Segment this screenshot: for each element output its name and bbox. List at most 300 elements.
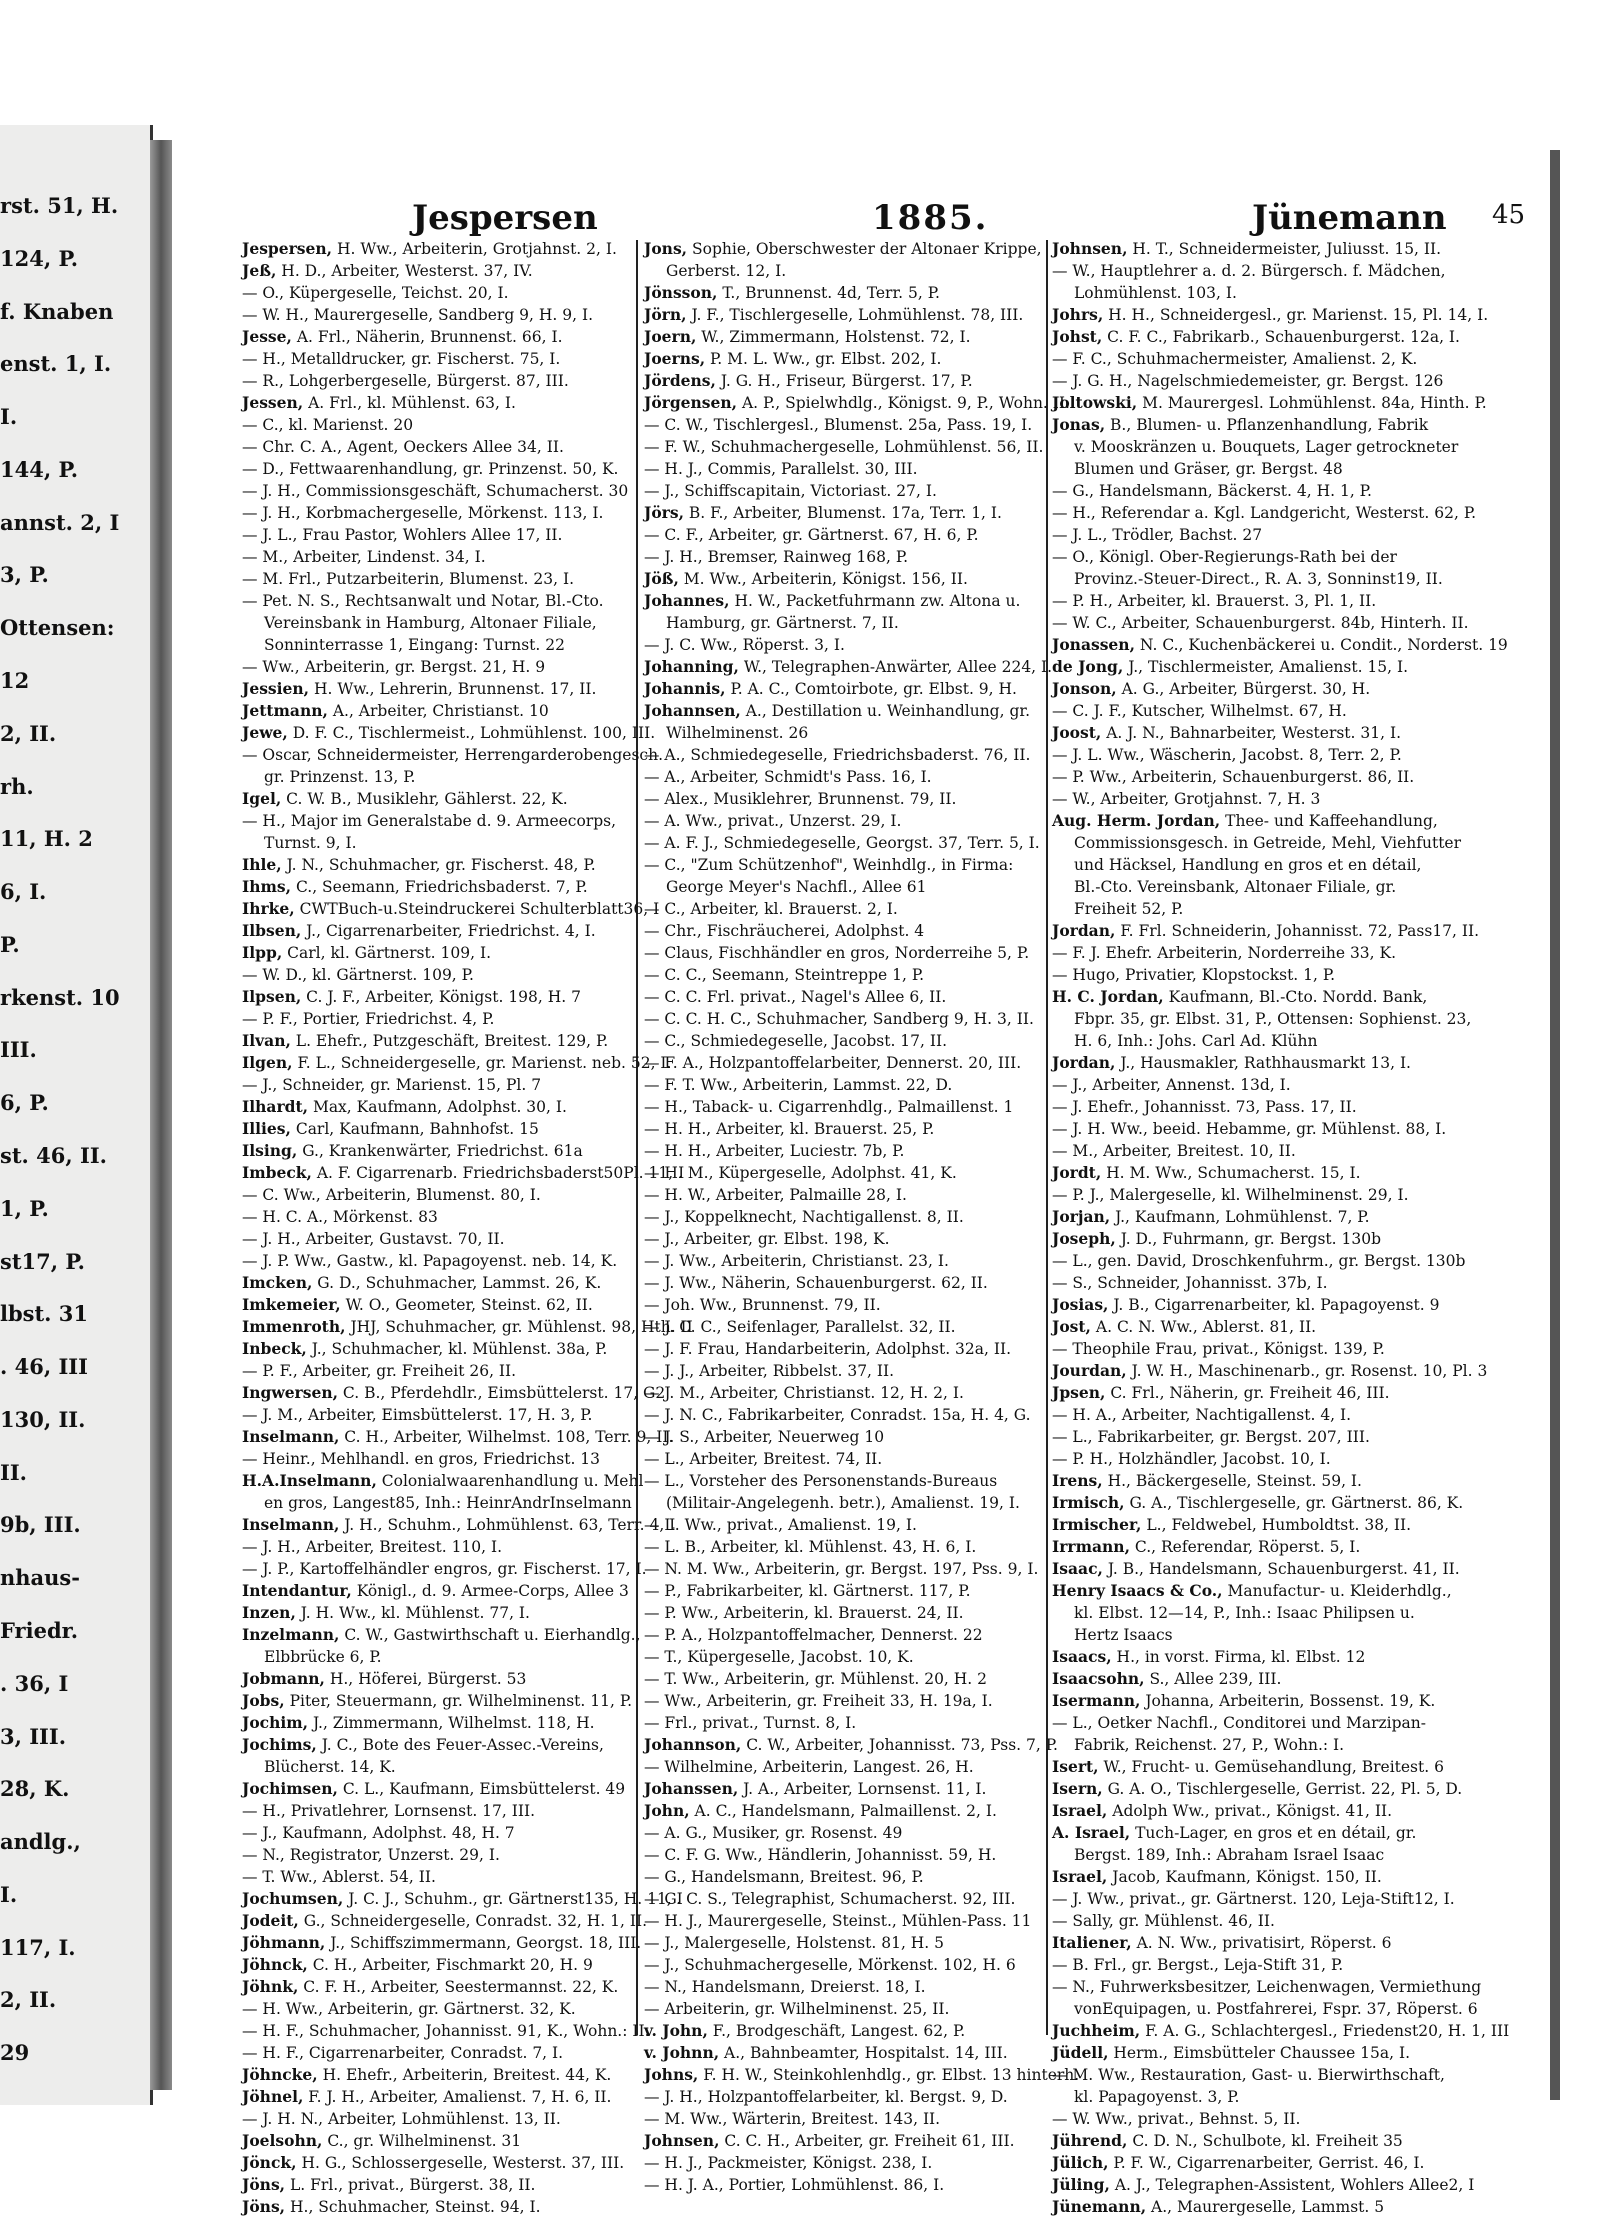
entry-details: C. W. B., Musiklehr, Gählerst. 22, K.: [281, 790, 568, 808]
directory-entry: [242, 986, 632, 1008]
entry-details: H., Bäckergeselle, Steinst. 59, I.: [1102, 1472, 1362, 1490]
directory-entry: [644, 854, 1042, 876]
directory-entry: [1052, 1008, 1472, 1030]
directory-entry: [242, 1206, 632, 1228]
directory-entry: [242, 700, 632, 722]
directory-entry: [1052, 2042, 1462, 2064]
entry-surname: Jöß,: [644, 569, 679, 588]
directory-entry: [1052, 1514, 1462, 1536]
entry-details: — J. Ww., Arbeiterin, Christianst. 23, I.: [644, 1252, 949, 1270]
entry-surname: Immenroth,: [242, 1317, 346, 1336]
directory-entry: [644, 1338, 1042, 1360]
entry-details: — H. Ww., Arbeiterin, gr. Gärtnerst. 32, K.: [242, 2000, 576, 2018]
directory-entry: [242, 1954, 632, 1976]
directory-entry: [644, 370, 1042, 392]
entry-surname: Jpsen,: [1052, 1383, 1106, 1402]
directory-entry: [1052, 436, 1462, 458]
left-page-fragment: . 46, III: [0, 1354, 88, 1380]
entry-surname: Joelsohn,: [242, 2131, 323, 2150]
directory-entry: [644, 1074, 1042, 1096]
entry-details: W. O., Geometer, Steinst. 62, II.: [340, 1296, 593, 1314]
entry-surname: H.A.Inselmann,: [242, 1471, 377, 1490]
entry-surname: Irens,: [1052, 1471, 1103, 1490]
directory-entry: [1052, 1360, 1488, 1382]
directory-entry: [644, 744, 1042, 766]
left-page-fragment: st. 46, II.: [0, 1143, 107, 1168]
entry-details: Adolph Ww., privat., Königst. 41, II.: [1107, 1802, 1393, 1820]
entry-details: — M., Arbeiter, Breitest. 10, II.: [1052, 1142, 1296, 1160]
directory-entry: [242, 282, 632, 304]
entry-details: T., Brunnenst. 4d, Terr. 5, P.: [717, 284, 940, 302]
directory-entry: [644, 1426, 1042, 1448]
entry-details: — J. H., Arbeiter, Breitest. 110, I.: [242, 1538, 503, 1556]
entry-details: — H. F., Cigarrenarbeiter, Conradst. 7, I.: [242, 2044, 564, 2062]
directory-entry: [1052, 1294, 1462, 1316]
directory-entry: [1052, 1756, 1462, 1778]
directory-entry: [242, 1074, 632, 1096]
entry-details: J. B., Handelsmann, Schauenburgerst. 41, II.: [1102, 1560, 1460, 1578]
entry-surname: Jochumsen,: [242, 1889, 344, 1908]
entry-surname: Jüling,: [1052, 2175, 1110, 2194]
directory-entry: [644, 1756, 1042, 1778]
entry-details: A. P., Spielwhdlg., Königst. 9, P., Wohn. II.: [737, 394, 1070, 412]
entry-surname: Jonson,: [1052, 679, 1117, 698]
entry-details: — J., Arbeiter, Annenst. 13d, I.: [1052, 1076, 1291, 1094]
directory-entry: [1052, 524, 1462, 546]
directory-entry: [644, 634, 1042, 656]
entry-details: — J. N. C., Fabrikarbeiter, Conradst. 15a, H. 4, G.: [644, 1406, 1031, 1424]
entry-surname: Irmischer,: [1052, 1515, 1142, 1534]
entry-surname: Joern,: [644, 327, 697, 346]
entry-surname: H. C. Jordan,: [1052, 987, 1164, 1006]
entry-surname: Jespersen,: [242, 239, 333, 258]
entry-details: Manufactur- u. Kleiderhdlg.,: [1222, 1582, 1452, 1600]
entry-details: Jacob, Kaufmann, Königst. 150, II.: [1107, 1868, 1382, 1886]
entry-surname: Ilpp,: [242, 943, 283, 962]
directory-entry: [242, 1712, 632, 1734]
entry-surname: Jöhnck,: [242, 1955, 308, 1974]
entry-details: Hertz Isaacs: [1074, 1626, 1173, 1644]
entry-details: — C. F. G. Ww., Händlerin, Johannisst. 59, H.: [644, 1846, 997, 1864]
entry-details: D. F. C., Tischlermeist., Lohmühlenst. 100, III.: [287, 724, 656, 742]
entry-surname: Ilsing,: [242, 1141, 298, 1160]
directory-entry: [242, 1162, 685, 1184]
directory-entry: [1052, 480, 1462, 502]
header-left-word: Jespersen: [412, 198, 598, 238]
directory-entry: [1052, 1932, 1462, 1954]
directory-entry: [644, 1382, 1042, 1404]
entry-details: — T. Ww., Arbeiterin, gr. Mühlenst. 20, H. 2: [644, 1670, 988, 1688]
entry-details: F. L., Schneidergeselle, gr. Marienst. neb. 52, I.: [292, 1054, 672, 1072]
left-page-fragment: 124, P.: [0, 245, 79, 271]
entry-details: und Häcksel, Handlung en gros et en détail,: [1074, 856, 1422, 874]
entry-details: Sophie, Oberschwester der Altonaer Krippe,: [687, 240, 1042, 258]
directory-entry: [242, 1558, 647, 1580]
entry-surname: Ihms,: [242, 877, 292, 896]
entry-surname: Israel,: [1052, 1801, 1108, 1820]
directory-entry: [644, 832, 1042, 854]
entry-details: — H., Referendar a. Kgl. Landgericht, Westerst. 62, P.: [1052, 504, 1477, 522]
entry-details: C. J. F., Arbeiter, Königst. 198, H. 7: [301, 988, 581, 1006]
entry-surname: Isaacs,: [1052, 1647, 1112, 1666]
entry-details: C. H., Arbeiter, Fischmarkt 20, H. 9: [307, 1956, 593, 1974]
entry-surname: Inbeck,: [242, 1339, 307, 1358]
entry-details: A. J. N., Bahnarbeiter, Westerst. 31, I.: [1101, 724, 1402, 742]
entry-details: — C. W., Tischlergesl., Blumenst. 25a, Pass. 19, I.: [644, 416, 1033, 434]
entry-details: — N., Fuhrwerksbesitzer, Leichenwagen, Vermiethung: [1052, 1978, 1482, 1996]
entry-details: M. Ww., Arbeiterin, Königst. 156, II.: [678, 570, 968, 588]
entry-details: — J. C. C., Seifenlager, Parallelst. 32, II.: [644, 1318, 956, 1336]
entry-details: L. Frl., privat., Bürgerst. 38, II.: [285, 2176, 536, 2194]
directory-entry: [242, 634, 632, 656]
entry-surname: Jönsson,: [644, 283, 718, 302]
directory-entry: [644, 1778, 1042, 1800]
entry-details: Blumen und Gräser, gr. Bergst. 48: [1074, 460, 1343, 478]
entry-surname: Inzen,: [242, 1603, 296, 1622]
left-page-fragment: 2, II.: [0, 1987, 57, 2013]
entry-surname: Imkemeier,: [242, 1295, 341, 1314]
directory-entry: [1052, 920, 1480, 942]
directory-entry: [1052, 1206, 1462, 1228]
entry-details: — Alex., Musiklehrer, Brunnenst. 79, II.: [644, 790, 957, 808]
entry-details: Blücherst. 14, K.: [264, 1758, 396, 1776]
entry-details: H. W., Packetfuhrmann zw. Altona u.: [729, 592, 1021, 610]
entry-details: C., Seemann, Friedrichsbaderst. 7, P.: [291, 878, 588, 896]
entry-details: Johanna, Arbeiterin, Bossenst. 19, K.: [1140, 1692, 1436, 1710]
entry-details: — A., Arbeiter, Schmidt's Pass. 16, I.: [644, 768, 932, 786]
entry-details: — J. L., Frau Pastor, Wohlers Allee 17, II.: [242, 526, 563, 544]
entry-details: H., Höferei, Bürgerst. 53: [324, 1670, 527, 1688]
entry-details: W., Zimmermann, Holstenst. 72, I.: [696, 328, 971, 346]
entry-surname: Jewe,: [242, 723, 288, 742]
entry-details: H., in vorst. Firma, kl. Elbst. 12: [1111, 1648, 1366, 1666]
directory-entry: [644, 2108, 1042, 2130]
directory-entry: [644, 1316, 1042, 1338]
entry-details: — C. F., Arbeiter, gr. Gärtnerst. 67, H. 6, P.: [644, 526, 979, 544]
left-page-fragment: 9b, III.: [0, 1512, 81, 1538]
entry-surname: Jöns,: [242, 2175, 286, 2194]
entry-surname: Jochimsen,: [242, 1779, 338, 1798]
directory-entry: [644, 1360, 1042, 1382]
entry-details: S., Allee 239, III.: [1144, 1670, 1282, 1688]
entry-surname: Inselmann,: [242, 1427, 340, 1446]
directory-entry: [1052, 1602, 1462, 1624]
entry-details: Kaufmann, Bl.-Cto. Nordd. Bank,: [1163, 988, 1428, 1006]
entry-details: Vereinsbank in Hamburg, Altonaer Filiale,: [264, 614, 597, 632]
directory-entry: [242, 1580, 632, 1602]
entry-details: Max, Kaufmann, Adolphst. 30, I.: [308, 1098, 567, 1116]
entry-details: — J. F. Frau, Handarbeiterin, Adolphst. 32a, II.: [644, 1340, 1012, 1358]
entry-surname: Juchheim,: [1052, 2021, 1141, 2040]
entry-details: — Theophile Frau, privat., Königst. 139, P.: [1052, 1340, 1385, 1358]
entry-details: — W. H., Maurergeselle, Sandberg 9, H. 9, I.: [242, 306, 594, 324]
entry-details: — J., Koppelknecht, Nachtigallenst. 8, II.: [644, 1208, 964, 1226]
directory-entry: [242, 1426, 674, 1448]
entry-surname: A. Israel,: [1052, 1823, 1131, 1842]
entry-details: C. H., Arbeiter, Wilhelmst. 108, Terr. 9, II.: [339, 1428, 674, 1446]
entry-details: — J. H. N., Arbeiter, Lohmühlenst. 13, II.: [242, 2110, 561, 2128]
directory-entry: [644, 1888, 1042, 1910]
directory-entry: [1052, 260, 1462, 282]
entry-details: — P. H., Holzhändler, Jacobst. 10, I.: [1052, 1450, 1331, 1468]
directory-entry: [1052, 854, 1462, 876]
directory-entry: [1052, 502, 1477, 524]
directory-entry: [1052, 2130, 1462, 2152]
entry-details: vonEquipagen, u. Postfahrerei, Fspr. 37, Röperst. 6: [1074, 2000, 1478, 2018]
entry-surname: Ingwersen,: [242, 1383, 338, 1402]
directory-entry: [1052, 1030, 1462, 1052]
left-page-fragment: 117, I.: [0, 1934, 76, 1960]
directory-entry: [242, 1360, 632, 1382]
directory-entry: [1052, 568, 1462, 590]
entry-details: Turnst. 9, I.: [264, 834, 357, 852]
directory-entry: [644, 964, 1042, 986]
directory-entry: [242, 502, 632, 524]
directory-entry: [242, 2108, 632, 2130]
directory-entry: [644, 1162, 1042, 1184]
directory-entry: [242, 1294, 632, 1316]
directory-entry: [1052, 2064, 1462, 2086]
entry-details: — P. J., Malergeselle, kl. Wilhelminenst. 29, I.: [1052, 1186, 1409, 1204]
directory-entry: [242, 1932, 642, 1954]
entry-details: — W., Arbeiter, Grotjahnst. 7, H. 3: [1052, 790, 1321, 808]
entry-details: — H. H., Arbeiter, Luciestr. 7b, P.: [644, 1142, 905, 1160]
entry-surname: Johannes,: [644, 591, 730, 610]
directory-entry: [644, 1580, 1042, 1602]
entry-details: G., Krankenwärter, Friedrichst. 61a: [297, 1142, 583, 1160]
directory-entry: [242, 678, 632, 700]
entry-details: — N. M. Ww., Arbeiterin, gr. Bergst. 197, Pss. 9, I.: [644, 1560, 1039, 1578]
directory-entry: [644, 766, 1042, 788]
directory-entry: [242, 590, 632, 612]
entry-details: — H. F., Schuhmacher, Johannisst. 91, K., Wohn.: II.: [242, 2022, 650, 2040]
entry-details: C. F. C., Fabrikarb., Schauenburgerst. 12a, I.: [1102, 328, 1460, 346]
entry-details: — Claus, Fischhändler en gros, Norderreihe 5, P.: [644, 944, 1030, 962]
entry-surname: Isaacsohn,: [1052, 1669, 1145, 1688]
entry-surname: Jost,: [1052, 1317, 1091, 1336]
directory-entry: [242, 370, 632, 392]
entry-surname: Jonassen,: [1052, 635, 1135, 654]
entry-surname: Jührend,: [1052, 2131, 1128, 2150]
left-page-fragment: III.: [0, 1037, 37, 1063]
directory-entry: [1052, 414, 1462, 436]
directory-entry: [1052, 2174, 1475, 2196]
entry-details: — W. C., Arbeiter, Schauenburgerst. 84b, Hinterh. II.: [1052, 614, 1469, 632]
entry-details: — A. Ww., privat., Unzerst. 29, I.: [644, 812, 902, 830]
left-page-fragment: 12: [0, 668, 30, 693]
entry-details: L., Feldwebel, Humboldtst. 38, II.: [1141, 1516, 1412, 1534]
entry-details: G. A., Tischlergeselle, gr. Gärtnerst. 86, K.: [1124, 1494, 1464, 1512]
directory-entry: [242, 348, 632, 370]
directory-entry: [644, 942, 1042, 964]
entry-details: — J. G. H., Nagelschmiedemeister, gr. Bergst. 126: [1052, 372, 1444, 390]
entry-surname: Joltowski,: [1052, 393, 1138, 412]
directory-entry: [242, 260, 632, 282]
entry-details: — O., Küpergeselle, Teichst. 20, I.: [242, 284, 509, 302]
entry-details: — C. Ww., Arbeiterin, Blumenst. 80, I.: [242, 1186, 541, 1204]
entry-details: — H. M., Küpergeselle, Adolphst. 41, K.: [644, 1164, 957, 1182]
left-page-fragment: . 36, I: [0, 1670, 69, 1696]
entry-details: — L. B., Arbeiter, kl. Mühlenst. 43, H. 6, I.: [644, 1538, 977, 1556]
entry-surname: Imbeck,: [242, 1163, 312, 1182]
directory-entry: [1052, 326, 1462, 348]
entry-details: — H. J., Commis, Parallelst. 30, III.: [644, 460, 918, 478]
entry-details: — G. C. S., Telegraphist, Schumacherst. 92, III.: [644, 1890, 1016, 1908]
entry-surname: v. Johnn,: [644, 2043, 720, 2062]
entry-surname: Jöhnel,: [242, 2087, 304, 2106]
directory-entry: [1052, 788, 1462, 810]
entry-details: — P. Ww., Arbeiterin, kl. Brauerst. 24, II.: [644, 1604, 964, 1622]
entry-details: C. B., Pferdehdlr., Eimsbüttelerst. 17, G2: [337, 1384, 666, 1402]
entry-details: — J. H., Commissionsgeschäft, Schumacherst. 30: [242, 482, 629, 500]
entry-surname: Johannis,: [644, 679, 726, 698]
entry-details: J., Kaufmann, Lohmühlenst. 7, P.: [1110, 1208, 1370, 1226]
entry-surname: Johst,: [1052, 327, 1103, 346]
entry-details: — J. H., Holzpantoffelarbeiter, kl. Bergst. 9, D.: [644, 2088, 1008, 2106]
entry-surname: Joerns,: [644, 349, 706, 368]
directory-entry: [644, 1008, 1042, 1030]
directory-entry: [1052, 1316, 1462, 1338]
entry-details: — Oscar, Schneidermeister, Herrengarderobengesch.: [242, 746, 664, 764]
entry-details: F. Frl. Schneiderin, Johannisst. 72, Pass17, II.: [1115, 922, 1480, 940]
directory-entry: [644, 1492, 1042, 1514]
left-page-fragment: I.: [0, 404, 18, 430]
directory-entry: [242, 1690, 632, 1712]
entry-details: J. C., Bote des Feuer-Assec.-Vereins,: [316, 1736, 604, 1754]
directory-entry: [242, 1536, 632, 1558]
entry-details: — Hugo, Privatier, Klopstockst. 1, P.: [1052, 966, 1336, 984]
entry-details: Fbpr. 35, gr. Elbst. 31, P., Ottensen: Sophienst. 23,: [1074, 1010, 1472, 1028]
left-page-fragment: 6, P.: [0, 1090, 49, 1116]
directory-entry: [242, 1778, 632, 1800]
entry-details: — Arbeiterin, gr. Wilhelminenst. 25, II.: [644, 2000, 950, 2018]
entry-details: C. F. H., Arbeiter, Seestermannst. 22, K.: [298, 1978, 619, 1996]
entry-details: — J., Malergeselle, Holstenst. 81, H. 5: [644, 1934, 945, 1952]
entry-details: Carl, kl. Gärtnerst. 109, I.: [282, 944, 492, 962]
entry-details: F. A. G., Schlachtergesl., Friedenst20, H. 1, III: [1140, 2022, 1510, 2040]
directory-entry: [242, 2152, 632, 2174]
entry-details: — H. J., Packmeister, Königst. 238, I.: [644, 2154, 933, 2172]
column-rule-1: [636, 240, 638, 2035]
directory-entry: [644, 1844, 1042, 1866]
entry-details: — D., Fettwaarenhandlung, gr. Prinzenst. 50, K.: [242, 460, 619, 478]
directory-entry: [242, 722, 656, 744]
left-page-fragment: P.: [0, 931, 20, 957]
directory-entry: [242, 1470, 644, 1492]
left-page-fragment: rst. 51, H.: [0, 193, 119, 218]
entry-details: Carl, Kaufmann, Bahnhofst. 15: [290, 1120, 539, 1138]
entry-details: J., Hausmakler, Rathhausmarkt 13, I.: [1115, 1054, 1411, 1072]
directory-entry: [242, 414, 632, 436]
entry-details: — C. C. Frl. privat., Nagel's Allee 6, II.: [644, 988, 947, 1006]
directory-entry: [1052, 238, 1462, 260]
entry-surname: Jülich,: [1052, 2153, 1109, 2172]
entry-surname: Jordt,: [1052, 1163, 1102, 1182]
directory-entry: [644, 898, 1042, 920]
directory-entry: [644, 348, 1042, 370]
entry-details: — P. H., Arbeiter, kl. Brauerst. 3, Pl. 1, II.: [1052, 592, 1377, 610]
entry-details: — L. Ww., privat., Amalienst. 19, I.: [644, 1516, 917, 1534]
entry-details: — F. A., Holzpantoffelarbeiter, Dennerst. 20, III.: [644, 1054, 1022, 1072]
entry-surname: Illies,: [242, 1119, 291, 1138]
left-page-fragment: annst. 2, I: [0, 509, 120, 535]
entry-details: — H. H., Arbeiter, kl. Brauerst. 25, P.: [644, 1120, 935, 1138]
entry-surname: Ihle,: [242, 855, 282, 874]
entry-surname: Isaac,: [1052, 1559, 1103, 1578]
entry-surname: Irrmann,: [1052, 1537, 1130, 1556]
entry-details: P. M. L. Ww., gr. Elbst. 202, I.: [705, 350, 942, 368]
entry-details: A. Frl., Näherin, Brunnenst. 66, I.: [291, 328, 563, 346]
directory-entry: [1052, 1140, 1462, 1162]
directory-entry: [1052, 1866, 1462, 1888]
entry-details: en gros, Langest85, Inh.: HeinrAndrInselmann: [264, 1494, 632, 1512]
directory-entry: [644, 1096, 1042, 1118]
directory-entry: [1052, 678, 1462, 700]
page-number: 45: [1492, 200, 1526, 230]
entry-details: — H. J., Maurergeselle, Steinst., Mühlen-Pass. 11: [644, 1912, 1032, 1930]
entry-details: — C. C., Seemann, Steintreppe 1, P.: [644, 966, 925, 984]
entry-details: — P., Fabrikarbeiter, kl. Gärtnerst. 117, P.: [644, 1582, 971, 1600]
entry-details: — J., Schneider, gr. Marienst. 15, Pl. 7: [242, 1076, 542, 1094]
directory-entry: [644, 920, 1042, 942]
directory-entry: [644, 1536, 1042, 1558]
entry-details: George Meyer's Nachfl., Allee 61: [666, 878, 927, 896]
directory-entry: [242, 392, 632, 414]
directory-entry: [1052, 1800, 1462, 1822]
directory-entry: [644, 2152, 1042, 2174]
directory-entry: [644, 392, 1070, 414]
entry-details: A., Arbeiter, Christianst. 10: [327, 702, 549, 720]
entry-details: J. H., Schuhm., Lohmühlenst. 63, Terr. 4, I: [339, 1516, 676, 1534]
directory-entry: [242, 1250, 632, 1272]
directory-entry: [1052, 392, 1487, 414]
entry-details: (Militair-Angelegenh. betr.), Amalienst. 19, I.: [666, 1494, 1020, 1512]
directory-entry: [1052, 634, 1508, 656]
directory-entry: [644, 1976, 1042, 1998]
entry-details: — Ww., Arbeiterin, gr. Freiheit 33, H. 19a, I.: [644, 1692, 993, 1710]
entry-details: — Wilhelmine, Arbeiterin, Langest. 26, H.: [644, 1758, 974, 1776]
entry-details: — C., kl. Marienst. 20: [242, 416, 414, 434]
directory-entry: [242, 238, 632, 260]
entry-details: — Heinr., Mehlhandl. en gros, Friedrichst. 13: [242, 1450, 601, 1468]
entry-details: — T., Küpergeselle, Jacobst. 10, K.: [644, 1648, 914, 1666]
directory-entry: [644, 304, 1042, 326]
directory-entry: [242, 788, 632, 810]
entry-details: H. H., Schneidergesl., gr. Marienst. 15, Pl. 14, I.: [1103, 306, 1489, 324]
entry-details: Tuch-Lager, en gros et en détail, gr.: [1130, 1824, 1417, 1842]
entry-details: Fabrik, Reichenst. 27, P., Wohn.: I.: [1074, 1736, 1345, 1754]
directory-entry: [1052, 1646, 1462, 1668]
directory-entry: [644, 788, 1042, 810]
directory-entry: [644, 1910, 1042, 1932]
entry-surname: Jobs,: [242, 1691, 285, 1710]
directory-entry: [242, 1976, 632, 1998]
directory-entry: [242, 1382, 666, 1404]
entry-details: — L., Vorsteher des Personenstands-Bureaus: [644, 1472, 998, 1490]
entry-surname: v. John,: [644, 2021, 708, 2040]
entry-details: Commissionsgesch. in Getreide, Mehl, Viehfutter: [1074, 834, 1462, 852]
directory-entry: [242, 1448, 632, 1470]
entry-surname: Jörn,: [644, 305, 687, 324]
entry-details: — A. F. J., Schmiedegeselle, Georgst. 37, Terr. 5, I.: [644, 834, 1040, 852]
directory-entry: [644, 2064, 1080, 2086]
left-page-fragment: 6, I.: [0, 879, 47, 905]
directory-entry: [644, 1514, 1042, 1536]
entry-details: G. D., Schuhmacher, Lammst. 26, K.: [312, 1274, 602, 1292]
entry-surname: Johrs,: [1052, 305, 1104, 324]
directory-entry: [1052, 898, 1462, 920]
entry-surname: Jörs,: [644, 503, 684, 522]
